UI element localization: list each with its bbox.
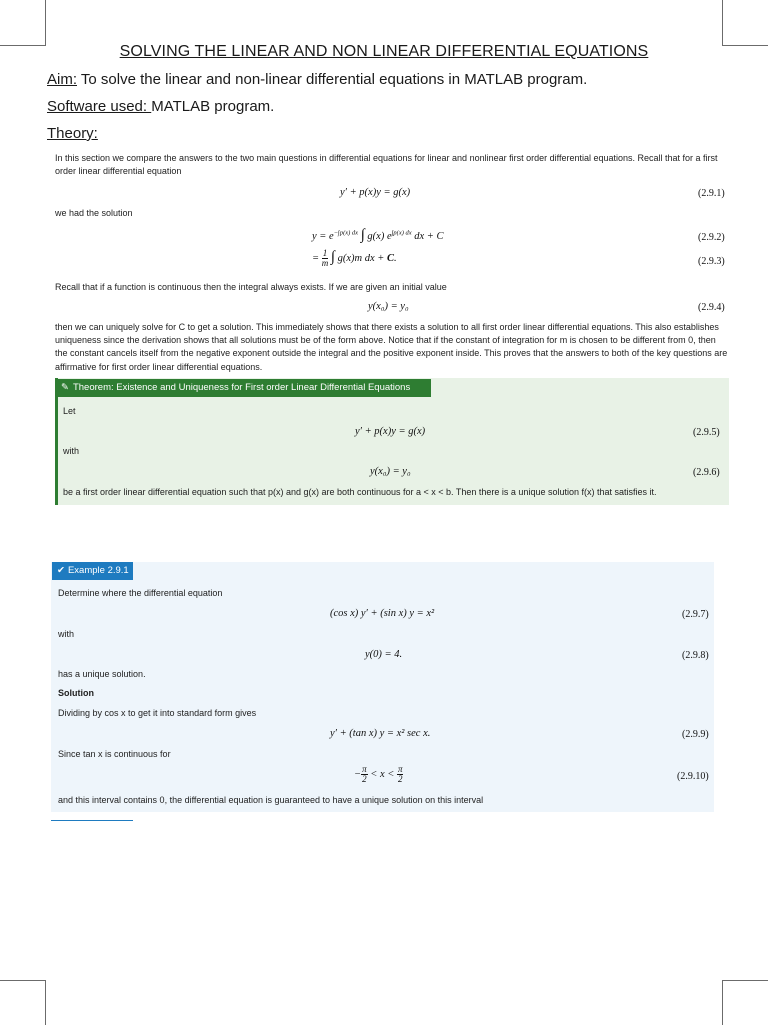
theory-intro: In this section we compare the answers to the two main questions in differential equations for linear and nonlinear first order differential equations. Recall that for a first order linear differential equation xyxy=(55,153,718,177)
example-header xyxy=(52,562,133,580)
equation-number: (2.9.1) xyxy=(698,188,725,199)
software-line xyxy=(47,98,274,115)
equation-2-9-2: $y = e^{-\int p(x) dx}$ ∫ g(x) $e^{\int p(x) dx}$ dx + C xyxy=(312,227,444,243)
equation-2-9-7: (cos x) y′ + (sin x) y = x² xyxy=(330,608,435,619)
theorem-title: Theorem: Existence and Uniqueness for First order Linear Differential Equations xyxy=(72,382,411,393)
equation-2-9-8: y(0) = 4. xyxy=(365,649,403,660)
equation-number: (2.9.2) xyxy=(698,232,725,243)
equation-2-9-4: y(x₀) = y₀ xyxy=(368,301,409,312)
equation-number: (2.9.10) xyxy=(677,771,709,782)
example-unique: has a unique solution. xyxy=(58,669,146,679)
equation-number: (2.9.9) xyxy=(682,729,709,740)
theorem-with: with xyxy=(63,446,80,456)
theory-paragraph: then we can uniquely solve for C to get a solution. This immediately shows that there exists a solution to all first order linear differential equations. This also establishes uniqueness since the derivation shows that all solutions must be of the form above. Notice that if the constant of integration for m is chosen to be different from 0, then the constant cancels itself from the negative exponent outside the integral and the positive exponent inside. This proves that the answers to both of the key questions are affirmative for first order linear differential equations. xyxy=(55,322,728,372)
equation-2-9-10: − $\frac{\pi}{2}$ < x < $\frac{\pi}{2}$ xyxy=(354,764,403,784)
example-with: with xyxy=(58,629,75,639)
crop-mark-top-left xyxy=(0,0,46,46)
aim-text: To solve the linear and non-linear differential equations in MATLAB program. xyxy=(77,71,588,88)
equation-2-9-6: y(x₀) = y₀ xyxy=(370,466,411,477)
recall-text: Recall that if a function is continuous then the integral always exists. If we are given an initial value xyxy=(55,282,447,292)
equation-number: (2.9.5) xyxy=(693,427,720,438)
theorem-let: Let xyxy=(63,406,76,416)
since-text: Since tan x is continuous for xyxy=(58,749,171,759)
solution-label: Solution xyxy=(58,688,94,698)
theorem-conclusion: be a first order linear differential equation such that p(x) and g(x) are both continuous for a < x < b. Then there is a unique solution f(x) that satisfies it. xyxy=(63,487,657,497)
checkmark-icon: ✔ xyxy=(57,565,65,576)
had-solution-text: we had the solution xyxy=(55,208,133,218)
software-label: Software used: xyxy=(47,98,152,115)
dividing-text: Dividing by cos x to get it into standard form gives xyxy=(58,708,257,718)
aim-line xyxy=(47,71,587,88)
equation-2-9-3: = $\frac{1}{m}$ ∫ g(x)m dx + C. xyxy=(312,248,397,269)
example-title: Example 2.9.1 xyxy=(67,565,129,576)
aim-label: Aim: xyxy=(47,71,77,88)
crop-mark-bottom-right xyxy=(722,980,768,1025)
equation-number: (2.9.7) xyxy=(682,609,709,620)
theorem-header xyxy=(55,379,431,397)
equation-2-9-9: y′ + (tan x) y = x² sec x. xyxy=(330,728,431,739)
example-footer-rule xyxy=(51,820,133,821)
equation-2-9-5: y′ + p(x)y = g(x) xyxy=(355,426,426,437)
software-text: MATLAB program. xyxy=(151,98,275,115)
equation-number: (2.9.8) xyxy=(682,650,709,661)
example-intro: Determine where the differential equation xyxy=(58,588,223,598)
theory-label: Theory: xyxy=(47,125,98,142)
example-conclusion: and this interval contains 0, the differential equation is guaranteed to have a unique solution on this interval xyxy=(58,795,484,805)
pencil-icon: ✎ xyxy=(61,382,69,393)
page-title: SOLVING THE LINEAR AND NON LINEAR DIFFERENTIAL EQUATIONS xyxy=(119,43,649,60)
crop-mark-bottom-left xyxy=(0,980,46,1025)
equation-number: (2.9.6) xyxy=(693,467,720,478)
crop-mark-top-right xyxy=(722,0,768,46)
equation-number: (2.9.3) xyxy=(698,256,725,267)
equation-2-9-1: y′ + p(x)y = g(x) xyxy=(340,187,411,198)
equation-number: (2.9.4) xyxy=(698,302,725,313)
